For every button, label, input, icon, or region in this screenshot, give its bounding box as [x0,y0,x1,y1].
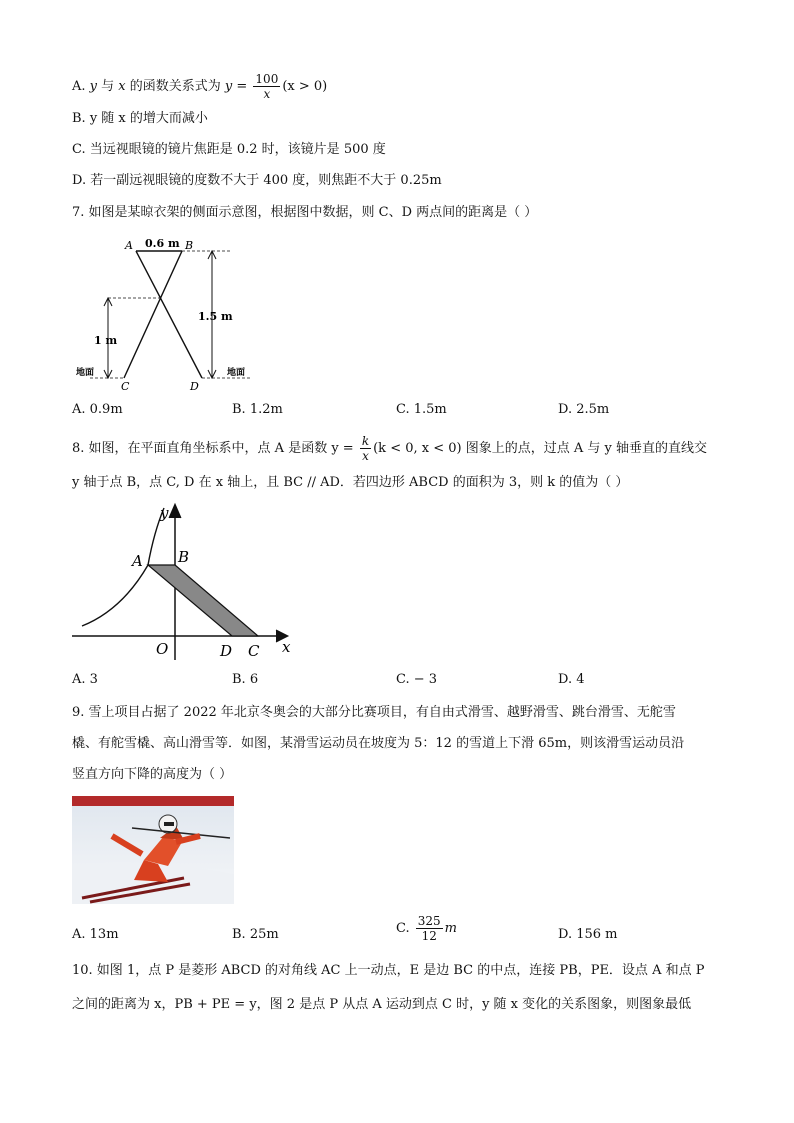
q8-option-c: C. − 3 [396,672,438,687]
label-d: D [190,380,199,392]
q9-option-a: A. 13m [72,927,119,942]
label-b: B [185,239,194,252]
q8-option-a: A. 3 [72,672,98,687]
q8-figure [72,500,302,665]
label-top-length: 0.6 m [145,237,180,250]
q8-stem-line1: 8. 如图，在平面直角坐标系中，点 A 是函数 y = $\frac{k}{x}$ (k < 0, x < 0) 图象上的点，过点 A 与 y 轴垂直的直线交 [72,434,707,463]
q7-stem: 7. 如图是某晾衣架的侧面示意图，根据图中数据，则 C、D 两点间的距离是（ ） [72,205,538,220]
label-o: O [156,640,169,658]
label-y: y [160,504,169,522]
label-d: D [220,642,233,660]
q10-stem-line1: 10. 如图 1，点 P 是菱形 ABCD 的对角线 AC 上一动点，E 是边 BC 的中点，连接 PB，PE．设点 A 和点 P [72,963,705,978]
q7-option-c: C. 1.5m [396,402,447,417]
q9-stem-line3: 竖直方向下降的高度为（ ） [72,767,233,782]
label-left-height: 1 m [94,334,118,347]
q9-stem-line2: 橇、有舵雪橇、高山滑雪等．如图，某滑雪运动员在坡度为 5：12 的雪道上下滑 65m，则该滑雪运动员沿 [72,736,685,751]
label-c: C [121,380,130,392]
q9-option-b: B. 25m [232,927,279,942]
q6-option-c: C. 当远视眼镜的镜片焦距是 0.2 时，该镜片是 500 度 [72,142,386,157]
q10-stem-line2: 之间的距离为 x，PB + PE = y，图 2 是点 P 从点 A 运动到点 C 时，y 随 x 变化的关系图象，则图象最低 [72,997,692,1012]
q9-stem-line1: 9. 雪上项目占据了 2022 年北京冬奥会的大部分比赛项目，有自由式滑雪、越野滑雪、跳台滑雪、无舵雪 [72,705,676,720]
fraction: $\frac{325}{12}$ [417,914,441,943]
fraction: $\frac{100}{x}$ [255,72,279,101]
q6-option-b: B. y 随 x 的增大而减小 [72,111,208,126]
label-ground-left: 地面 [76,368,95,378]
label-right-height: 1.5 m [198,310,233,323]
label-b: B [178,548,190,566]
q7-figure [72,232,262,392]
q7-option-a: A. 0.9m [72,402,123,417]
q7-option-b: B. 1.2m [232,402,283,417]
label-ground-right: 地面 [227,368,246,378]
q9-option-c: C. $\frac{325}{12}$ m [396,914,457,943]
q6-option-d: D. 若一副远视眼镜的度数不大于 400 度，则焦距不大于 0.25m [72,173,442,188]
q8-option-d: D. 4 [558,672,585,687]
label-c: C [248,642,260,660]
label-a: A [132,552,143,570]
skier-photo [72,796,234,904]
q6-option-a: A. y 与 x 的函数关系式为 y = $\frac{100}{x}$ (x > 0) [72,72,328,101]
fraction: $\frac{k}{x}$ [361,434,370,463]
q9-option-d: D. 156 m [558,927,618,942]
label-a: A [125,239,133,252]
q8-stem-line2: y 轴于点 B，点 C, D 在 x 轴上，且 BC // AD．若四边形 ABCD 的面积为 3，则 k 的值为（ ） [72,475,629,490]
q8-option-b: B. 6 [232,672,259,687]
q7-option-d: D. 2.5m [558,402,610,417]
label-x: x [282,638,291,656]
